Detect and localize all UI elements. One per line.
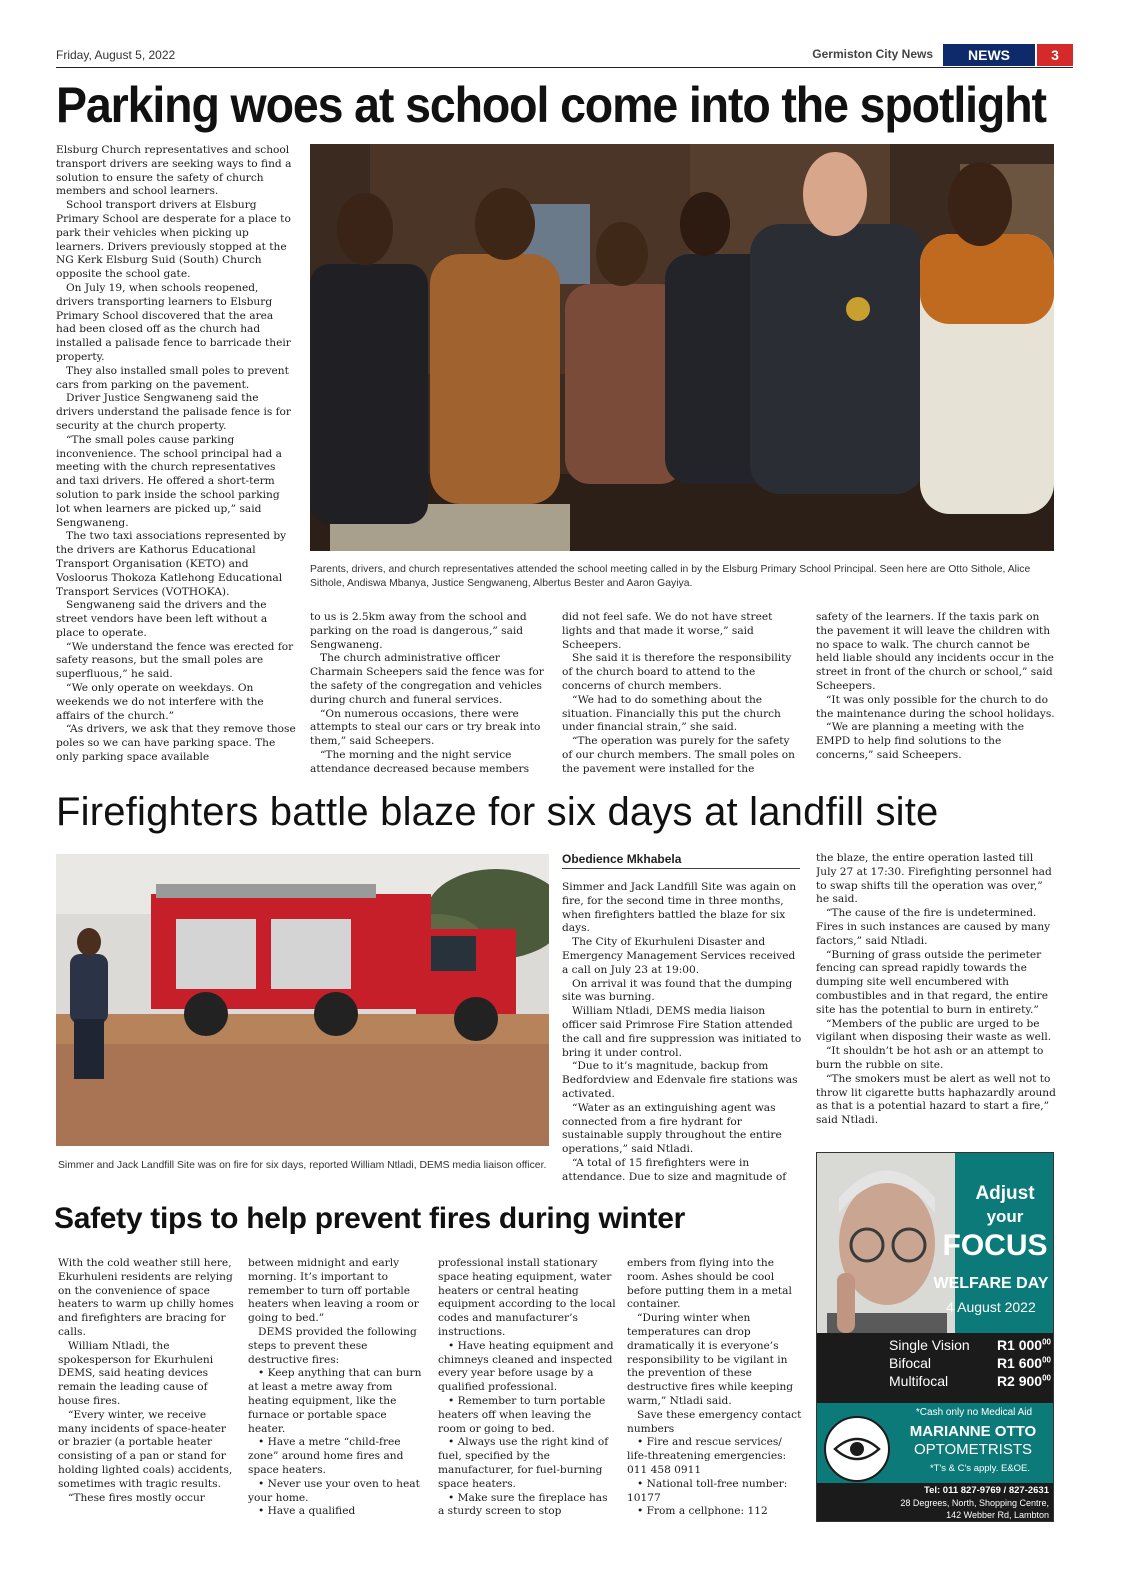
paragraph: safety of the learners. If the taxis park on the pavement it will leave the children with no space to walk. The church cannot be held liable should any incidents occur in the street in front of the church or school,” said Scheepers. bbox=[816, 611, 1054, 692]
paragraph: “Due to it’s magnitude, backup from Bedfordview and Edenvale fire stations was activated. bbox=[562, 1060, 798, 1100]
price-label: Single Vision bbox=[889, 1337, 970, 1353]
paragraph: With the cold weather still here, Ekurhuleni residents are relying on the convenience of space heaters to warm up chilly homes and firefighters are bracing for calls. bbox=[58, 1257, 234, 1338]
paragraph: “The cause of the fire is undetermined. Fires in such instances are caused by many factors,” said Ntladi. bbox=[816, 907, 1051, 947]
paragraph: • From a cellphone: 112 bbox=[637, 1505, 768, 1518]
article2-photo bbox=[56, 854, 549, 1146]
ad-event-name: WELFARE DAY bbox=[933, 1275, 1049, 1292]
price-value: R1 $600^{00}$ bbox=[996, 1355, 1051, 1371]
paragraph: “It was only possible for the church to do the maintenance during the school holidays. bbox=[816, 693, 1055, 720]
paragraph: Driver Justice Sengwaneng said the drivers understand the palisade fence is for security at the church property. bbox=[56, 392, 291, 432]
article1-caption: Parents, drivers, and church representatives attended the school meeting called in by the Elsburg Primary School Principal. Seen here are Otto Sithole, Alice Sithole, Andiswa Mbanya, Justice Sengwaneng, Albertus Bester and Aaron Gayiya. bbox=[310, 564, 1031, 589]
ad-address-1: 28 Degrees, North, Shopping Centre, bbox=[900, 1498, 1049, 1508]
page-number: 3 bbox=[1037, 44, 1073, 66]
article3-column-1 bbox=[58, 1257, 236, 1527]
article1-headline: Parking woes at school come into the spotlight bbox=[56, 77, 1046, 133]
paragraph: “Members of the public are urged to be vigilant when disposing their waste as well. bbox=[816, 1017, 1052, 1044]
paragraph: DEMS provided the following steps to prevent these destructive fires: bbox=[248, 1325, 417, 1366]
paragraph: School transport drivers at Elsburg Primary School are desperate for a place to park their vehicles when picking up learners. Drivers previously stopped at the NG Kerk Elsburg Suid (South) Church opposite the school gate. bbox=[56, 199, 291, 281]
paragraph: “The smokers must be alert as well not to throw lit cigarette butts haphazardly around as that is a potential hazard to start a fire,” said Ntladi. bbox=[816, 1072, 1056, 1127]
article1-column-2 bbox=[310, 611, 550, 781]
paragraph: • Fire and rescue services/ life-threatening emergencies: 011 458 0911 bbox=[627, 1436, 787, 1476]
paragraph: “These fires mostly occur bbox=[68, 1491, 205, 1504]
paragraph: “During winter when temperatures can drop dramatically it is everyone’s responsibility to be vigilant in the prevention of these destructive fires while keeping warm,” Ntladi said. bbox=[627, 1312, 794, 1407]
paragraph: • Have a qualified bbox=[258, 1505, 356, 1518]
paragraph: • Keep anything that can burn at least a metre away from heating equipment, like the furnace or portable space heater. bbox=[248, 1367, 422, 1435]
paragraph: • Make sure the fireplace has a sturdy screen to stop bbox=[438, 1491, 608, 1518]
article2-headline: Firefighters battle blaze for six days at landfill site bbox=[56, 790, 939, 834]
paragraph: “As drivers, we ask that they remove those poles so we can have parking space. The only parking space available bbox=[56, 723, 296, 764]
paragraph: “The small poles cause parking inconvenience. The school principal had a meeting with the church representatives and taxi drivers. He offered a short-term solution to park inside the school parking lot when learners are picked up,” said Sengwaneng. bbox=[56, 433, 282, 529]
paragraph: The City of Ekurhuleni Disaster and Emergency Management Services received a call on July 23 at 19:00. bbox=[562, 936, 796, 976]
ad-cash-note: *Cash only no Medical Aid bbox=[915, 1407, 1033, 1418]
paragraph: “A total of 15 firefighters were in attendance. Due to size and magnitude of bbox=[562, 1156, 787, 1183]
paragraph: between midnight and early morning. It’s important to remember to turn off portable heaters when leaving a room or going to bed.” bbox=[248, 1257, 419, 1325]
paragraph: • National toll-free number: 10177 bbox=[627, 1477, 788, 1504]
paragraph: the blaze, the entire operation lasted till July 27 at 17:30. Firefighting personnel had to swap shifts till the operation was over,” he said. bbox=[816, 852, 1052, 906]
paragraph: “We understand the fence was erected for safety reasons, but the small poles are superfluous,” he said. bbox=[56, 640, 294, 681]
paragraph: On arrival it was found that the dumping site was burning. bbox=[562, 977, 793, 1004]
paragraph: Sengwaneng said the drivers and the street vendors have been left without a place to operate. bbox=[56, 599, 268, 639]
article2-caption: Simmer and Jack Landfill Site was on fire for six days, reported William Ntladi, DEMS media liaison officer. bbox=[58, 1160, 547, 1171]
article1-column-4 bbox=[816, 611, 1056, 781]
paragraph: They also installed small poles to prevent cars from parking on the pavement. bbox=[56, 364, 289, 391]
issue-date: Friday, August 5, 2022 bbox=[56, 48, 176, 62]
price-label: Bifocal bbox=[889, 1355, 932, 1371]
paragraph: She said it is therefore the responsibility of the church board to attend to the concerns of church members. bbox=[562, 652, 792, 692]
article2-byline: Obedience Mkhabela bbox=[562, 852, 800, 869]
paragraph: “Burning of grass outside the perimeter fencing can spread rapidly towards the dumping site well encumbered with combustibles and in that regard, the entire site has the potential to burn in entirety.” bbox=[816, 948, 1048, 1016]
paragraph: • Have heating equipment and chimneys cleaned and inspected every year before usage by a qualified professional. bbox=[438, 1339, 614, 1394]
article1-column-3 bbox=[562, 611, 802, 781]
article3-column-3 bbox=[438, 1257, 616, 1527]
price-label: Multifocal bbox=[889, 1373, 949, 1389]
article1-column-1 bbox=[56, 144, 296, 780]
article3-column-2 bbox=[248, 1257, 426, 1527]
paragraph: • Remember to turn portable heaters off when leaving the room or going to bed. bbox=[438, 1394, 606, 1435]
paper-name: Germiston City News bbox=[812, 47, 933, 61]
page-header bbox=[56, 44, 1073, 68]
ad-address-2: 142 Webber Rd, Lambton bbox=[946, 1510, 1049, 1520]
paragraph: did not feel safe. We do not have street lights and that made it worse,” said Scheepers. bbox=[562, 611, 773, 651]
paragraph: The two taxi associations represented by the drivers are Kathorus Educational Transport Organisation (KETO) and Vosloorus Thokoza Katlehong Educational Transport Services (VOTHOKA). bbox=[56, 530, 287, 598]
article1-photo bbox=[310, 144, 1054, 551]
paragraph: “We are planning a meeting with the EMPD to help find solutions to the concerns,” said Scheepers. bbox=[816, 721, 1025, 761]
paragraph: • Have a metre “child-free zone” around home fires and space heaters. bbox=[248, 1436, 404, 1476]
ad-terms: *T's & C's apply. E&OE. bbox=[929, 1463, 1031, 1474]
article3-column-4 bbox=[627, 1257, 805, 1527]
ad-line-your: your bbox=[986, 1207, 1024, 1226]
ad-event-date: 4 August 2022 bbox=[946, 1299, 1036, 1315]
ad-phone[interactable]: Tel: 011 827-9769 / 827-2631 bbox=[923, 1485, 1049, 1496]
ad-line-adjust: Adjust bbox=[975, 1183, 1035, 1204]
eye-logo-icon bbox=[823, 1415, 891, 1483]
paragraph: Simmer and Jack Landfill Site was again on fire, for the second time in three months, when firefighters battled the blaze for six days. bbox=[562, 881, 797, 935]
section-label: NEWS bbox=[943, 44, 1035, 66]
paragraph: embers from flying into the room. Ashes should be cool before putting them in a metal container. bbox=[627, 1257, 792, 1311]
paragraph: Elsburg Church representatives and school transport drivers are seeking ways to find a solution to ensure the safety of church members and school learners. bbox=[56, 144, 292, 198]
paragraph: • Never use your oven to heat your home. bbox=[248, 1477, 420, 1504]
paragraph: On July 19, when schools reopened, drivers transporting learners to Elsburg Primary School discovered that the area had been closed off as the church had installed a palisade fence to barricade their property. bbox=[56, 281, 291, 363]
paragraph: • Always use the right kind of fuel, specified by the manufacturer, for fuel-burning space heaters. bbox=[438, 1436, 609, 1490]
paragraph: “We had to do something about the situation. Financially this put the church under financial strain,” she said. bbox=[562, 693, 781, 734]
group-meeting-photo bbox=[310, 144, 1054, 551]
paragraph: Save these emergency contact numbers bbox=[627, 1408, 802, 1435]
article3-headline: Safety tips to help prevent fires during winter bbox=[54, 1202, 686, 1235]
article2-column-2 bbox=[816, 852, 1056, 1142]
paragraph: “The operation was purely for the safety of our church members. The small poles on the pavement were installed for the bbox=[562, 735, 796, 775]
paragraph: “On numerous occasions, there were attempts to steal our cars or try break into them,” said Scheepers. bbox=[310, 707, 541, 748]
ad-brand-sub: OPTOMETRISTS bbox=[913, 1441, 1033, 1458]
fire-truck-photo bbox=[56, 854, 549, 1146]
paragraph: “It shouldn’t be hot ash or an attempt to burn the rubble on site. bbox=[816, 1045, 1044, 1071]
paragraph: The church administrative officer Charmain Scheepers said the fence was for the safety of the congregation and vehicles during church and funeral services. bbox=[310, 652, 544, 706]
optometrist-advert[interactable] bbox=[816, 1152, 1054, 1522]
paragraph: William Ntladi, DEMS media liaison officer said Primrose Fire Station attended the call and fire suppression was initiated to bring it under control. bbox=[562, 1005, 802, 1059]
ad-brand-name: MARIANNE OTTO bbox=[909, 1423, 1037, 1440]
price-value: R2 $900^{00}$ bbox=[996, 1373, 1051, 1389]
paragraph: professional install stationary space heating equipment, water heaters or central heating equipment according to the local codes and manufacturer’s instructions. bbox=[438, 1257, 616, 1338]
article2-column-1 bbox=[562, 881, 802, 1187]
paragraph: “Every winter, we receive many incidents of space-heater or brazier (a portable heater consisting of a pan or stand for holding lighted coals) accidents, sometimes with tragic results. bbox=[58, 1408, 233, 1490]
paragraph: to us is 2.5km away from the school and parking on the road is dangerous,” said Sengwaneng. bbox=[310, 611, 527, 651]
paragraph: “We only operate on weekdays. On weekends we do not interfere with the affairs of the church.” bbox=[56, 682, 264, 722]
paragraph: “The morning and the night service attendance decreased because members bbox=[310, 748, 530, 775]
paragraph: “Water as an extinguishing agent was connected from a fire hydrant for sustainable supply throughout the entire operations,” said Ntladi. bbox=[562, 1101, 782, 1156]
ad-line-focus: FOCUS bbox=[942, 1229, 1048, 1262]
price-value: R1 $000^{00}$ bbox=[996, 1337, 1051, 1353]
paragraph: William Ntladi, the spokesperson for Ekurhuleni DEMS, said heating devices remain the leading cause of house fires. bbox=[58, 1339, 214, 1407]
